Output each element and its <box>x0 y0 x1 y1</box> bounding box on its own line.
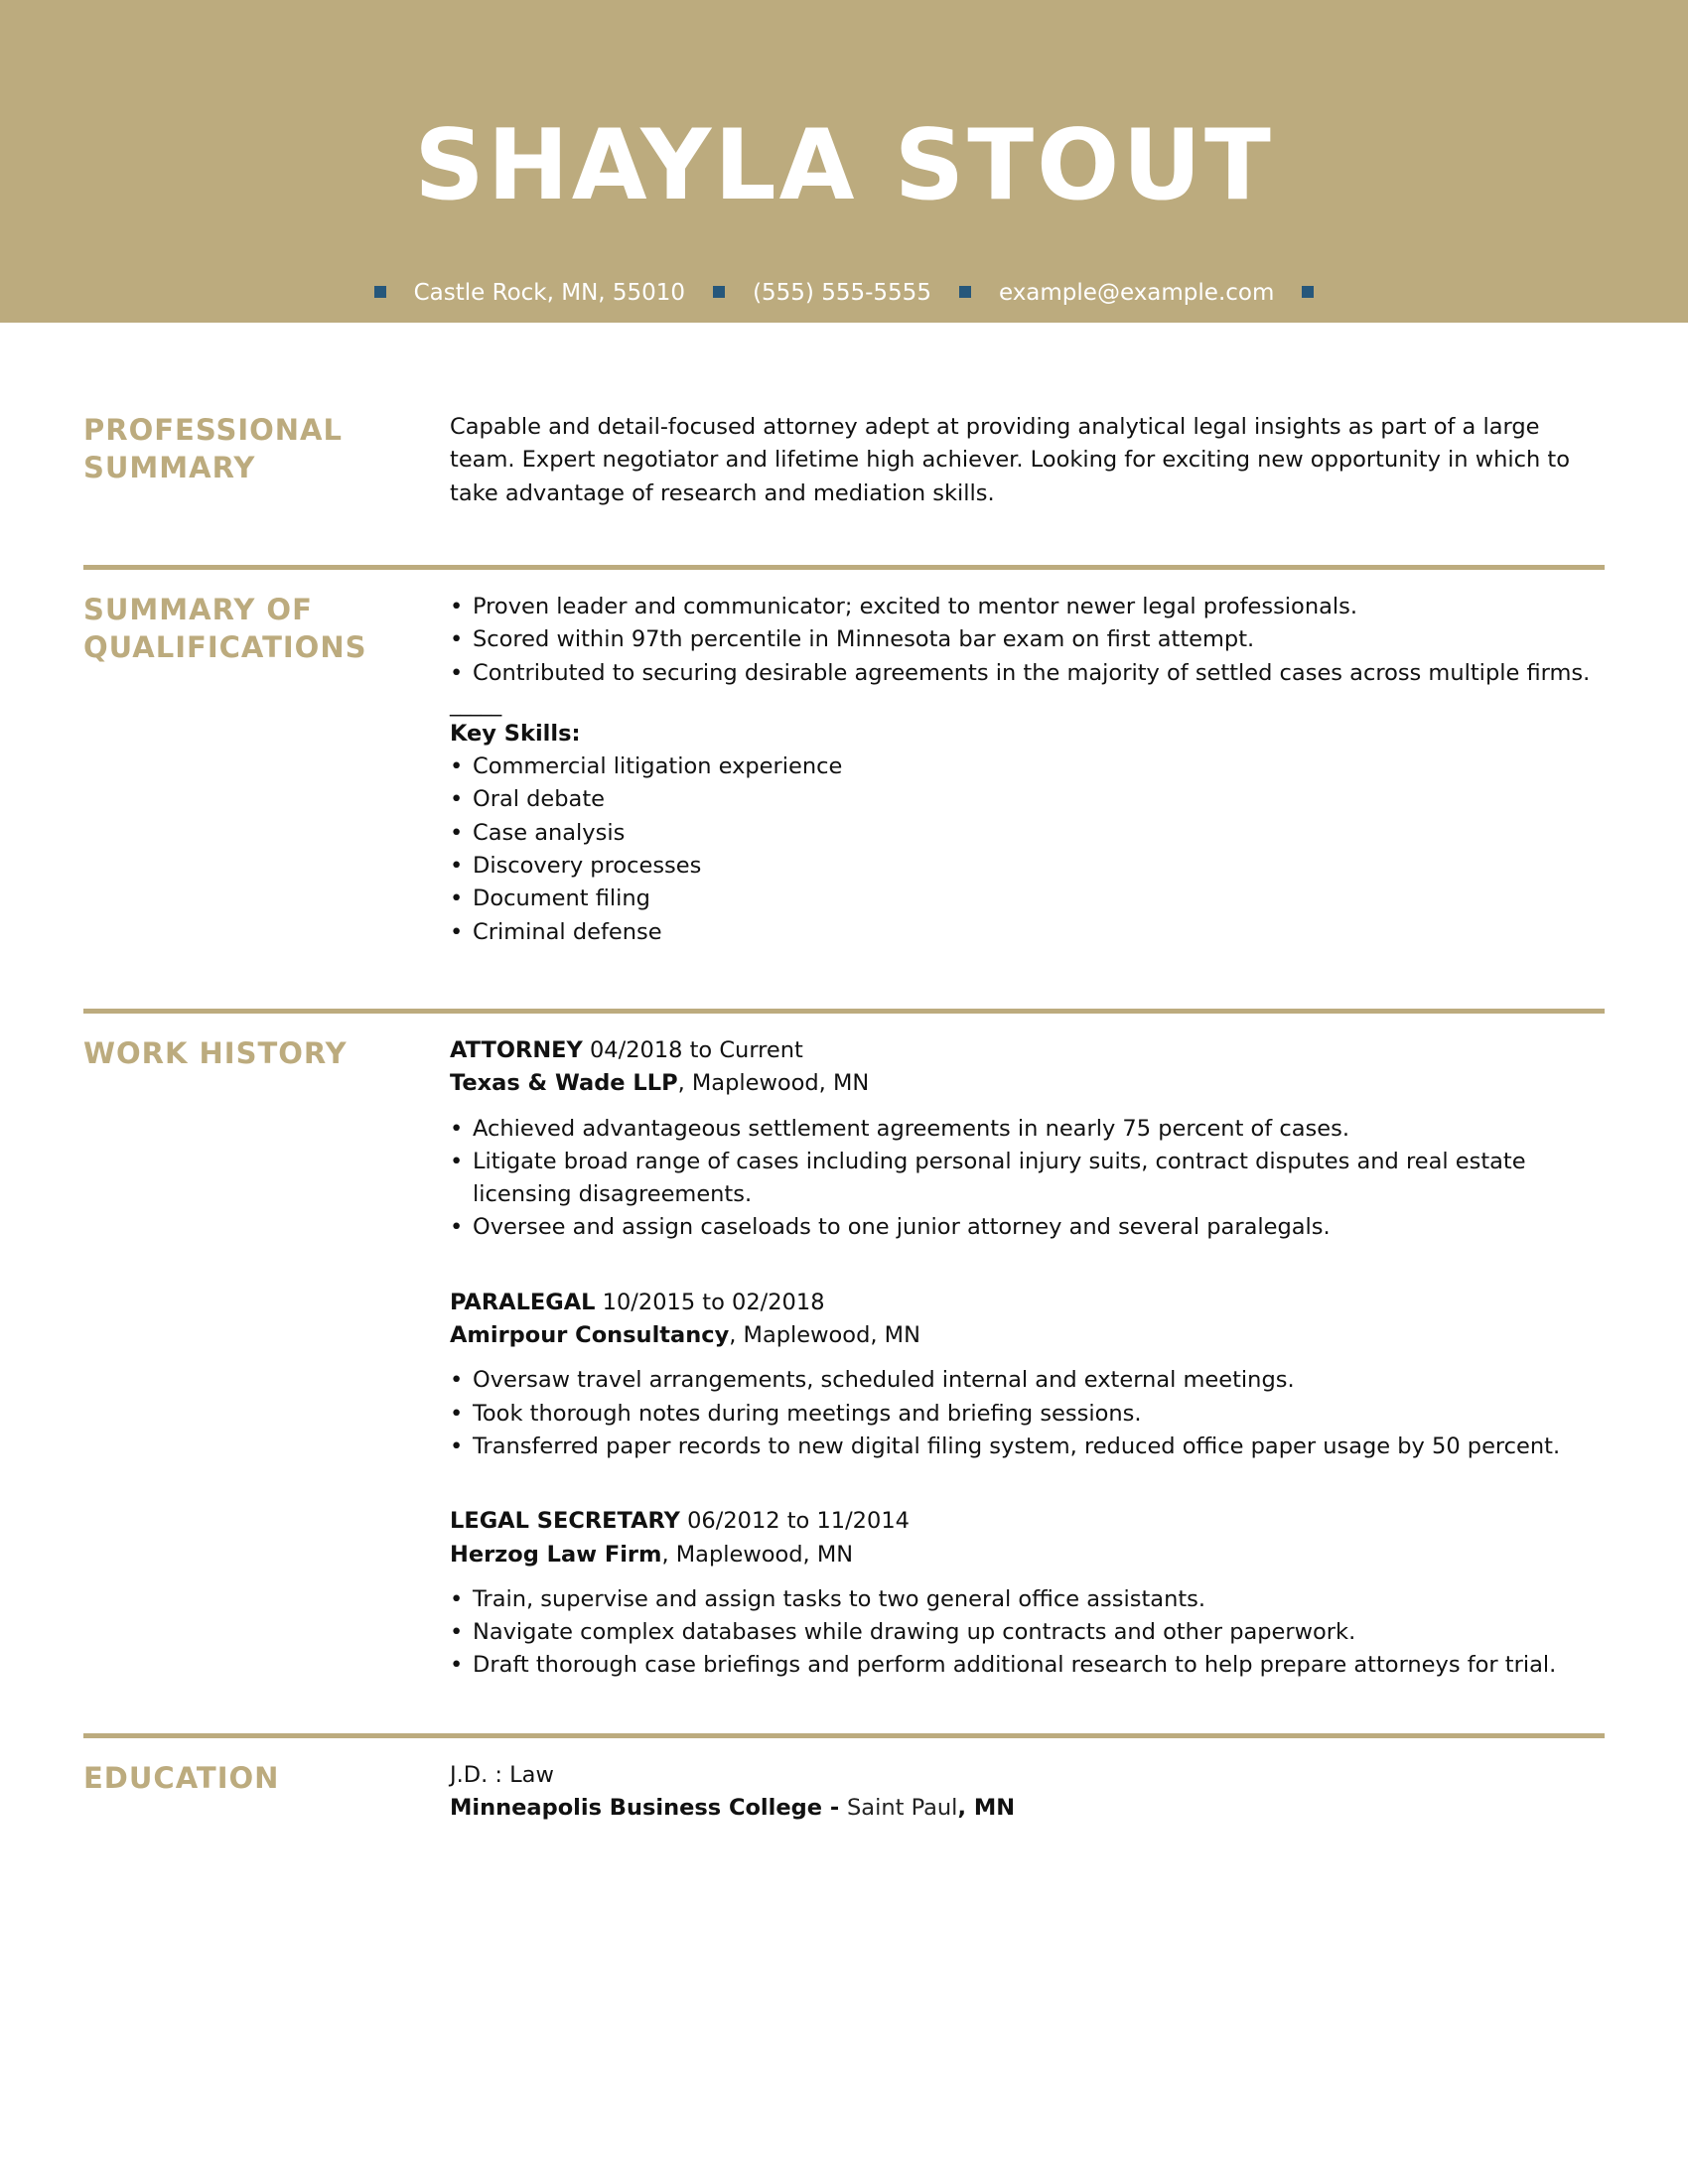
section-divider <box>83 565 1605 570</box>
section-divider <box>83 1009 1605 1014</box>
section-title: PROFESSIONAL SUMMARY <box>83 413 343 484</box>
square-bullet-icon <box>1302 286 1314 298</box>
job-bullet: • Transferred paper records to new digital filing system, reduced office paper usage by 50 percent. <box>450 1431 1612 1463</box>
key-skills-label: Key Skills: <box>450 720 581 747</box>
qualification-bullet: • Contributed to securing desirable agreements in the majority of settled cases across multiple firms. <box>450 657 1612 690</box>
square-bullet-icon <box>713 286 725 298</box>
skill-item: • Discovery processes <box>450 850 1612 883</box>
job-bullet: • Took thorough notes during meetings and briefing sessions. <box>450 1398 1612 1431</box>
education-degree: J.D. : Law <box>450 1762 554 1788</box>
square-bullet-icon <box>374 286 386 298</box>
skill-item: • Oral debate <box>450 783 1612 816</box>
candidate-name: SHAYLA STOUT <box>414 109 1274 222</box>
qualification-bullet: • Proven leader and communicator; excited to mentor newer legal professionals. <box>450 591 1612 623</box>
job-heading <box>450 1034 1612 1067</box>
skill-item: • Document filing <box>450 883 1612 915</box>
skill-item: • Criminal defense <box>450 916 1612 949</box>
job-heading <box>450 1505 1612 1538</box>
square-bullet-icon <box>959 286 971 298</box>
job-dates: 10/2015 to 02/2018 <box>602 1289 825 1315</box>
section-title: WORK HISTORY <box>83 1036 348 1070</box>
contact-address: Castle Rock, MN, 55010 <box>413 280 686 306</box>
job-bullet: • Navigate complex databases while drawing up contracts and other paperwork. <box>450 1616 1612 1649</box>
job-bullet: • Oversaw travel arrangements, scheduled internal and external meetings. <box>450 1364 1612 1397</box>
section-title: SUMMARY OF QUALIFICATIONS <box>83 593 367 664</box>
job-bullet: • Train, supervise and assign tasks to two general office assistants. <box>450 1583 1612 1616</box>
contact-email[interactable]: example@example.com <box>998 280 1275 306</box>
contact-line <box>0 278 1688 308</box>
section-divider <box>83 1733 1605 1738</box>
job-location: , Maplewood, MN <box>661 1541 854 1568</box>
job-heading <box>450 1287 1612 1319</box>
job-entry <box>450 1034 1612 1245</box>
education-state: , MN <box>957 1795 1016 1822</box>
job-location: , Maplewood, MN <box>677 1070 870 1097</box>
job-title: ATTORNEY <box>450 1037 583 1063</box>
job-company-line <box>450 1319 1612 1352</box>
work-history-body <box>450 1034 1612 1683</box>
job-company: Herzog Law Firm <box>450 1541 662 1568</box>
job-dates: 04/2018 to Current <box>589 1037 803 1063</box>
job-title: PARALEGAL <box>450 1289 596 1315</box>
skill-item: • Case analysis <box>450 817 1612 850</box>
job-bullet: • Achieved advantageous settlement agreements in nearly 75 percent of cases. <box>450 1113 1612 1146</box>
job-bullet: • Litigate broad range of cases including personal injury suits, contract disputes and real estate licensing disagreements. <box>450 1146 1612 1212</box>
job-entry <box>450 1505 1612 1682</box>
education-body <box>450 1759 1612 1826</box>
qualifications-body <box>450 591 1612 949</box>
separator-line: _____ <box>450 690 501 717</box>
header-banner <box>0 0 1688 323</box>
job-company-line <box>450 1067 1612 1100</box>
job-bullet: • Draft thorough case briefings and perform additional research to help prepare attorneys for trial. <box>450 1649 1612 1682</box>
job-company-line <box>450 1539 1612 1571</box>
job-company: Texas & Wade LLP <box>450 1070 678 1097</box>
contact-phone: (555) 555-5555 <box>753 280 931 306</box>
education-separator: - <box>822 1795 848 1822</box>
job-company: Amirpour Consultancy <box>450 1322 730 1349</box>
education-school: Minneapolis Business College <box>450 1795 822 1822</box>
job-bullet: • Oversee and assign caseloads to one junior attorney and several paralegals. <box>450 1211 1612 1244</box>
job-dates: 06/2012 to 11/2014 <box>687 1508 910 1535</box>
job-entry <box>450 1287 1612 1463</box>
qualification-bullet: • Scored within 97th percentile in Minnesota bar exam on first attempt. <box>450 623 1612 656</box>
education-school-line <box>450 1792 1612 1825</box>
job-title: LEGAL SECRETARY <box>450 1508 680 1535</box>
job-location: , Maplewood, MN <box>729 1322 920 1349</box>
summary-text: Capable and detail-focused attorney adept at providing analytical legal insights as part of a large team. Expert negotiator and lifetime high achiever. Looking for exciting new opportunity in which to take advantage of research and mediation skills. <box>450 414 1570 506</box>
education-city: Saint Paul <box>847 1795 958 1822</box>
section-title: EDUCATION <box>83 1761 280 1795</box>
skill-item: • Commercial litigation experience <box>450 751 1612 783</box>
